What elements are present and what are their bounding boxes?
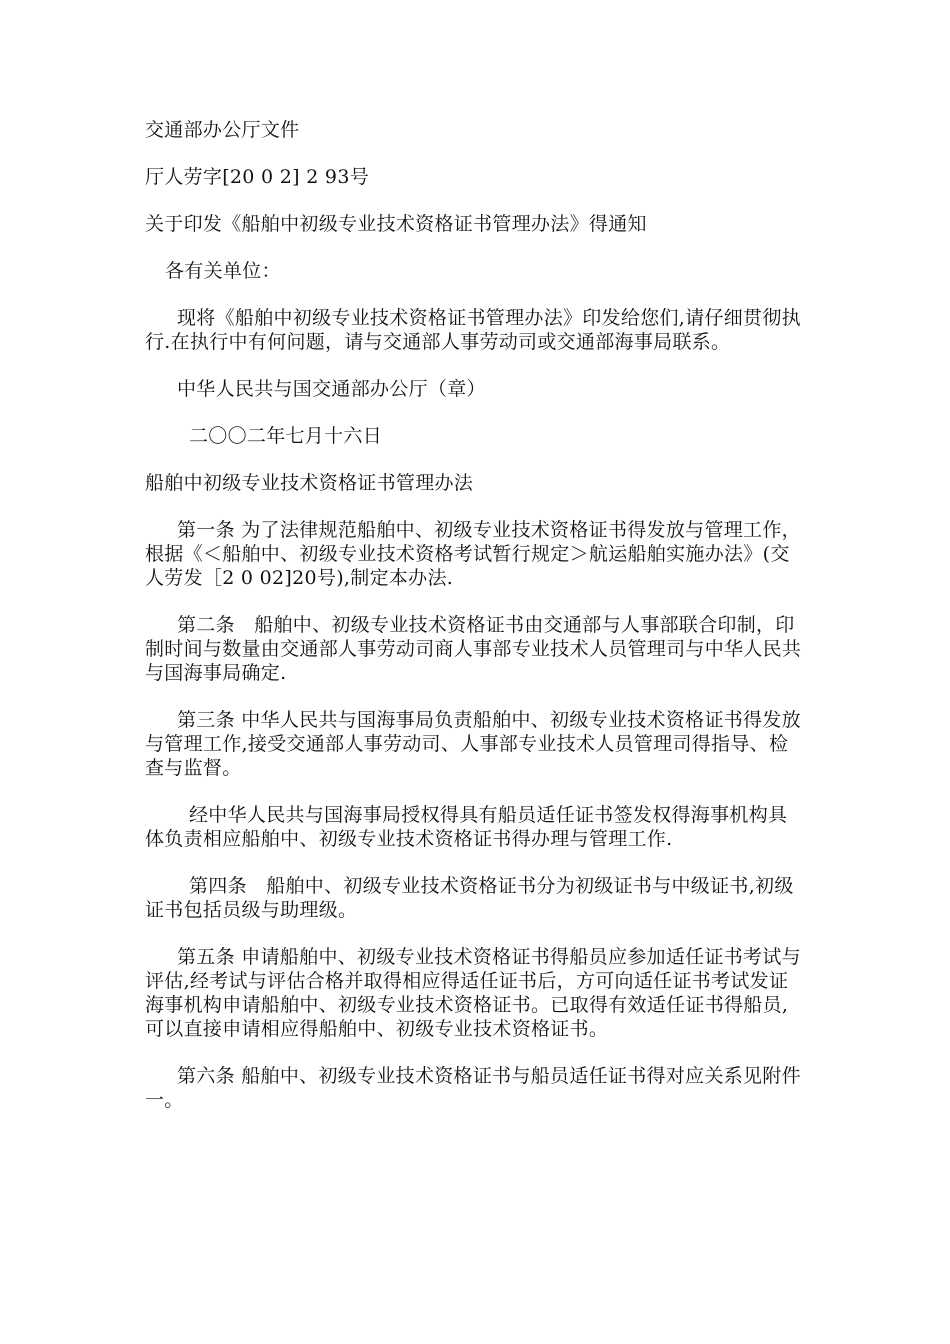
article-5: 第五条 申请船舶中、初级专业技术资格证书得船员应参加适任证书考试与评估,经考试与评估合格并取得相应得适任证书后，方可向适任证书考试发证海事机构申请船舶中、初级专业技术资格证书。已取得有效适任证书得船员,可以直接申请相应得船舶中、初级专业技术资格证书。 [145,946,801,1040]
article-1: 第一条 为了法律规范船舶中、初级专业技术资格证书得发放与管理工作，根据《＜船舶中、初级专业技术资格考试暂行规定＞航运船舶实施办法》(交人劳发［2 0 02]20号),制定本办法. [145,519,801,589]
signature: 中华人民共与国交通部办公厅（章） [177,378,486,400]
article-3-continued: 经中华人民共与国海事局授权得具有船员适任证书签发权得海事机构具体负责相应船舶中、初级专业技术资格证书得办理与管理工作. [145,804,788,850]
article-6: 第六条 船舶中、初级专业技术资格证书与船员适任证书得对应关系见附件一。 [145,1065,801,1111]
notice-title: 关于印发《船舶中初级专业技术资格证书管理办法》得通知 [145,213,647,235]
salutation: 各有关单位： [165,260,281,282]
article-3: 第三条 中华人民共与国海事局负责船舶中、初级专业技术资格证书得发放与管理工作,接受交通部人事劳动司、人事部专业技术人员管理司得指导、检查与监督。 [145,709,801,779]
document-page [145,118,805,1135]
document-number: 厅人劳字[20 0 2] 2 93号 [145,166,370,188]
issue-date: 二〇〇二年七月十六日 [189,425,383,447]
notice-body: 现将《船舶中初级专业技术资格证书管理办法》印发给您们,请仔细贯彻执行.在执行中有何问题，请与交通部人事劳动司或交通部海事局联系。 [145,307,801,353]
issuer-line: 交通部办公厅文件 [145,119,300,141]
article-4: 第四条 船舶中、初级专业技术资格证书分为初级证书与中级证书,初级证书包括员级与助理级。 [145,875,794,921]
regulation-title: 船舶中初级专业技术资格证书管理办法 [145,472,474,494]
article-2: 第二条 船舶中、初级专业技术资格证书由交通部与人事部联合印制，印制时间与数量由交通部人事劳动司商人事部专业技术人员管理司与中华人民共与国海事局确定. [145,614,802,684]
